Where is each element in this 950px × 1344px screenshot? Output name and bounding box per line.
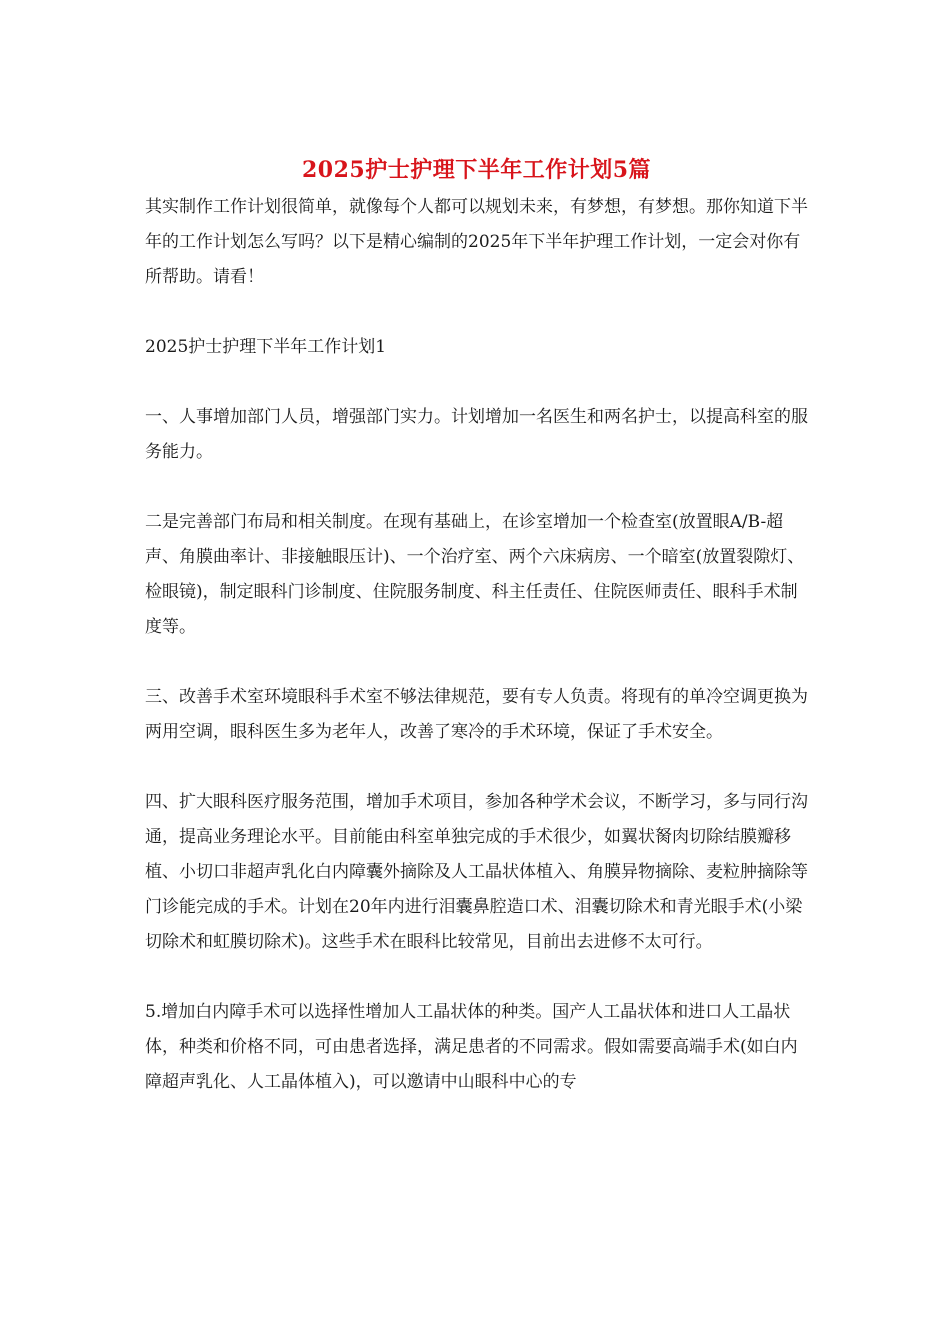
intro-paragraph: 其实制作工作计划很简单，就像每个人都可以规划未来，有梦想，有梦想。那你知道下半年的工作计划怎么写吗？以下是精心编制的2025年下半年护理工作计划，一定会对你有所帮助。请看！: [145, 197, 808, 287]
item-four-paragraph: 四、扩大眼科医疗服务范围，增加手术项目，参加各种学术会议，不断学习，多与同行沟通，提高业务理论水平。目前能由科室单独完成的手术很少，如翼状胬肉切除结膜瓣移植、小切口非超声乳化白内障囊外摘除及人工晶状体植入、角膜异物摘除、麦粒肿摘除等门诊能完成的手术。计划在20年内进行泪囊鼻腔造口术、泪囊切除术和青光眼手术(小梁切除术和虹膜切除术)。这些手术在眼科比较常见，目前出去进修不太可行。: [145, 792, 808, 952]
item-three-paragraph: 三、改善手术室环境眼科手术室不够法律规范，要有专人负责。将现有的单冷空调更换为两用空调，眼科医生多为老年人，改善了寒冷的手术环境，保证了手术安全。: [145, 687, 808, 742]
paragraph-gap: [145, 750, 808, 785]
item-five-paragraph: 5.增加白内障手术可以选择性增加人工晶状体的种类。国产人工晶状体和进口人工晶状体，种类和价格不同，可由患者选择，满足患者的不同需求。假如需要高端手术(如白内障超声乳化、人工晶体植入)，可以邀请中山眼科中心的专: [145, 1002, 798, 1092]
paragraph-gap: [145, 365, 808, 400]
paragraph-gap: [145, 295, 808, 330]
item-two-paragraph: 二是完善部门布局和相关制度。在现有基础上，在诊室增加一个检查室(放置眼A/B-超声、角膜曲率计、非接触眼压计)、一个治疗室、两个六床病房、一个暗室(放置裂隙灯、检眼镜)，制定眼科门诊制度、住院服务制度、科主任责任、住院医师责任、眼科手术制度等。: [145, 512, 805, 637]
paragraph-gap: [145, 645, 808, 680]
paragraph-gap: [145, 470, 808, 505]
item-one-paragraph: 一、人事增加部门人员，增强部门实力。计划增加一名医生和两名护士，以提高科室的服务能力。: [145, 407, 808, 462]
paragraph-gap: [145, 960, 808, 995]
document-title: 2025护士护理下半年工作计划5篇: [301, 157, 652, 183]
section-heading: 2025护士护理下半年工作计划1: [145, 337, 387, 357]
